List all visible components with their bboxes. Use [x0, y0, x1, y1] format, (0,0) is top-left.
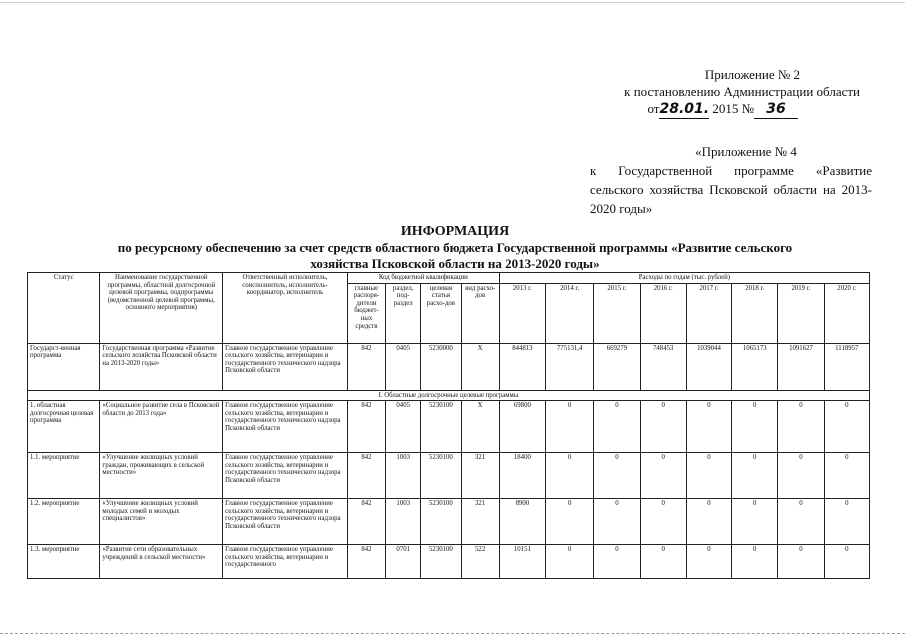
cell-grbs: 842 [347, 401, 385, 453]
header-year: 2020 г. [824, 283, 869, 343]
header-name: Наименование государственной программы, областной долгосрочной целевой программы, подпрограммы (ведомственной целевой программы, основного мероприятия) [100, 273, 223, 344]
cell-value: 0 [686, 499, 731, 545]
cell-section: 1003 [386, 499, 421, 545]
cell-value: 775131,4 [546, 343, 594, 390]
cell-kind: X [461, 401, 499, 453]
header-kind: вид расхо-дов [461, 283, 499, 343]
header-year: 2017 г. [686, 283, 731, 343]
title-line-2: по ресурсному обеспечению за счет средств областного бюджета Государственной программы «Развитие сельского [117, 240, 793, 255]
cell-value: 1065173 [732, 343, 778, 390]
cell-value: 69800 [499, 401, 545, 453]
cell-status: Государст-венная программа [28, 343, 100, 390]
cell-kind: X [461, 343, 499, 390]
cell-value: 0 [640, 499, 686, 545]
cell-value: 0 [686, 401, 731, 453]
cell-value: 0 [594, 499, 640, 545]
cell-value: 0 [824, 453, 869, 499]
header-grbs: главные распоря-дители бюджет-ных средств [347, 283, 385, 343]
header-article: целевая статья расхо-дов [421, 283, 461, 343]
cell-article: 5230100 [421, 453, 461, 499]
handwritten-date: 28.01. [659, 101, 710, 117]
cell-value: 669279 [594, 343, 640, 390]
cell-grbs: 842 [347, 545, 385, 579]
table-row [28, 343, 870, 390]
header-expenses: Расходы по годам (тыс. рублей) [499, 273, 869, 284]
header-year: 2015 г. [594, 283, 640, 343]
table-row [28, 453, 870, 499]
cell-section: 0405 [386, 401, 421, 453]
cell-status: 1.1. мероприятие [28, 453, 100, 499]
cell-value: 0 [546, 499, 594, 545]
cell-executor: Главное государственное управление сельского хозяйства, ветеринарии и государственного технического надзора Псковской области [223, 453, 348, 499]
document-title [40, 223, 870, 272]
cell-value: 0 [546, 401, 594, 453]
cell-section: 0701 [386, 545, 421, 579]
cell-status: 1.3. мероприятие [28, 545, 100, 579]
cell-grbs: 842 [347, 453, 385, 499]
scan-edge-top [0, 2, 905, 3]
appendix-4-header [590, 142, 872, 218]
header-year: 2019 г. [778, 283, 824, 343]
cell-value: 0 [546, 545, 594, 579]
cell-value: 0 [686, 453, 731, 499]
table-row [28, 401, 870, 453]
header-year: 2018 г. [732, 283, 778, 343]
cell-section: 1003 [386, 453, 421, 499]
header-year: 2016 г. [640, 283, 686, 343]
cell-executor: Главное государственное управление сельского хозяйства, ветеринарии и государственного технического надзора Псковской области [223, 401, 348, 453]
cell-value: 748453 [640, 343, 686, 390]
cell-value: 0 [594, 401, 640, 453]
cell-value: 0 [824, 499, 869, 545]
cell-article: 5230100 [421, 401, 461, 453]
cell-value: 0 [778, 545, 824, 579]
appendix-2-header [560, 66, 860, 119]
section-row [28, 390, 870, 401]
appendix-4-text: к Государственной программе «Развитие сельского хозяйства Псковской области на 2013-2020 годы» [590, 163, 872, 216]
cell-status: 1. областная долгосрочная целевая программа [28, 401, 100, 453]
cell-kind: 522 [461, 545, 499, 579]
cell-value: 10151 [499, 545, 545, 579]
cell-value: 0 [732, 453, 778, 499]
cell-value: 0 [732, 499, 778, 545]
cell-name: «Улучшение жилищных условий граждан, проживающих в сельской местности» [100, 453, 223, 499]
header-section: раздел, под-раздел [386, 283, 421, 343]
cell-kind: 321 [461, 453, 499, 499]
cell-value: 0 [546, 453, 594, 499]
cell-value: 844813 [499, 343, 545, 390]
header-status: Статус [28, 273, 100, 344]
title-main: ИНФОРМАЦИЯ [400, 224, 510, 239]
appendix-4-title: «Приложение № 4 [695, 144, 797, 159]
appendix-2-title: Приложение № 2 [704, 67, 800, 82]
cell-value: 0 [732, 545, 778, 579]
cell-name: Государственная программа «Развитие сельского хозяйства Псковской области на 2013-2020 годы» [100, 343, 223, 390]
cell-executor: Главное государственное управление сельского хозяйства, ветеринарии и государственного технического надзора Псковской области [223, 343, 348, 390]
cell-section: 0405 [386, 343, 421, 390]
cell-value: 0 [778, 453, 824, 499]
resource-table [27, 272, 870, 579]
section-title: I. Областные долгосрочные целевые программы [28, 390, 870, 401]
cell-value: 0 [686, 545, 731, 579]
cell-status: 1.2. мероприятие [28, 499, 100, 545]
cell-value: 0 [640, 401, 686, 453]
cell-value: 0 [778, 401, 824, 453]
appendix-2-decree: к постановлению Администрации области [624, 84, 860, 99]
table-row [28, 499, 870, 545]
cell-value: 0 [594, 453, 640, 499]
year-label: 2015 № [712, 101, 754, 116]
cell-value: 0 [778, 499, 824, 545]
title-line-3: хозяйства Псковской области на 2013-2020 годы» [310, 256, 600, 271]
cell-value: 0 [640, 545, 686, 579]
cell-value: 0 [732, 401, 778, 453]
cell-name: «Развитие сети образовательных учреждений в сельской местности» [100, 545, 223, 579]
cell-value: 0 [824, 545, 869, 579]
cell-value: 1039044 [686, 343, 731, 390]
cell-article: 5230000 [421, 343, 461, 390]
cell-article: 5230100 [421, 499, 461, 545]
cell-value: 1118957 [824, 343, 869, 390]
header-budget-code: Код бюджетной квалификации [347, 273, 499, 284]
cell-value: 8900 [499, 499, 545, 545]
from-label: от [647, 101, 660, 116]
cell-executor: Главное государственное управление сельского хозяйства, ветеринарии и государственного технического надзора Псковской области [223, 499, 348, 545]
scan-edge-bottom [0, 633, 905, 634]
header-row-1 [28, 273, 870, 284]
appendix-2-date-line [560, 100, 860, 119]
handwritten-number: 36 [754, 101, 798, 119]
cell-grbs: 842 [347, 499, 385, 545]
cell-kind: 321 [461, 499, 499, 545]
cell-value: 18400 [499, 453, 545, 499]
header-year: 2014 г. [546, 283, 594, 343]
cell-name: «Социальное развитие села в Псковской области до 2013 года» [100, 401, 223, 453]
cell-name: «Улучшение жилищных условий молодых семей и молодых специалистов» [100, 499, 223, 545]
cell-value: 0 [640, 453, 686, 499]
header-executor: Ответственный исполнитель, соисполнитель, исполнитель-координатор, исполнитель [223, 273, 348, 344]
cell-value: 0 [824, 401, 869, 453]
cell-article: 5230100 [421, 545, 461, 579]
table-row [28, 545, 870, 579]
cell-value: 1091627 [778, 343, 824, 390]
cell-value: 0 [594, 545, 640, 579]
cell-executor: Главное государственное управление сельского хозяйства, ветеринарии и государственного [223, 545, 348, 579]
cell-grbs: 842 [347, 343, 385, 390]
header-year: 2013 г. [499, 283, 545, 343]
